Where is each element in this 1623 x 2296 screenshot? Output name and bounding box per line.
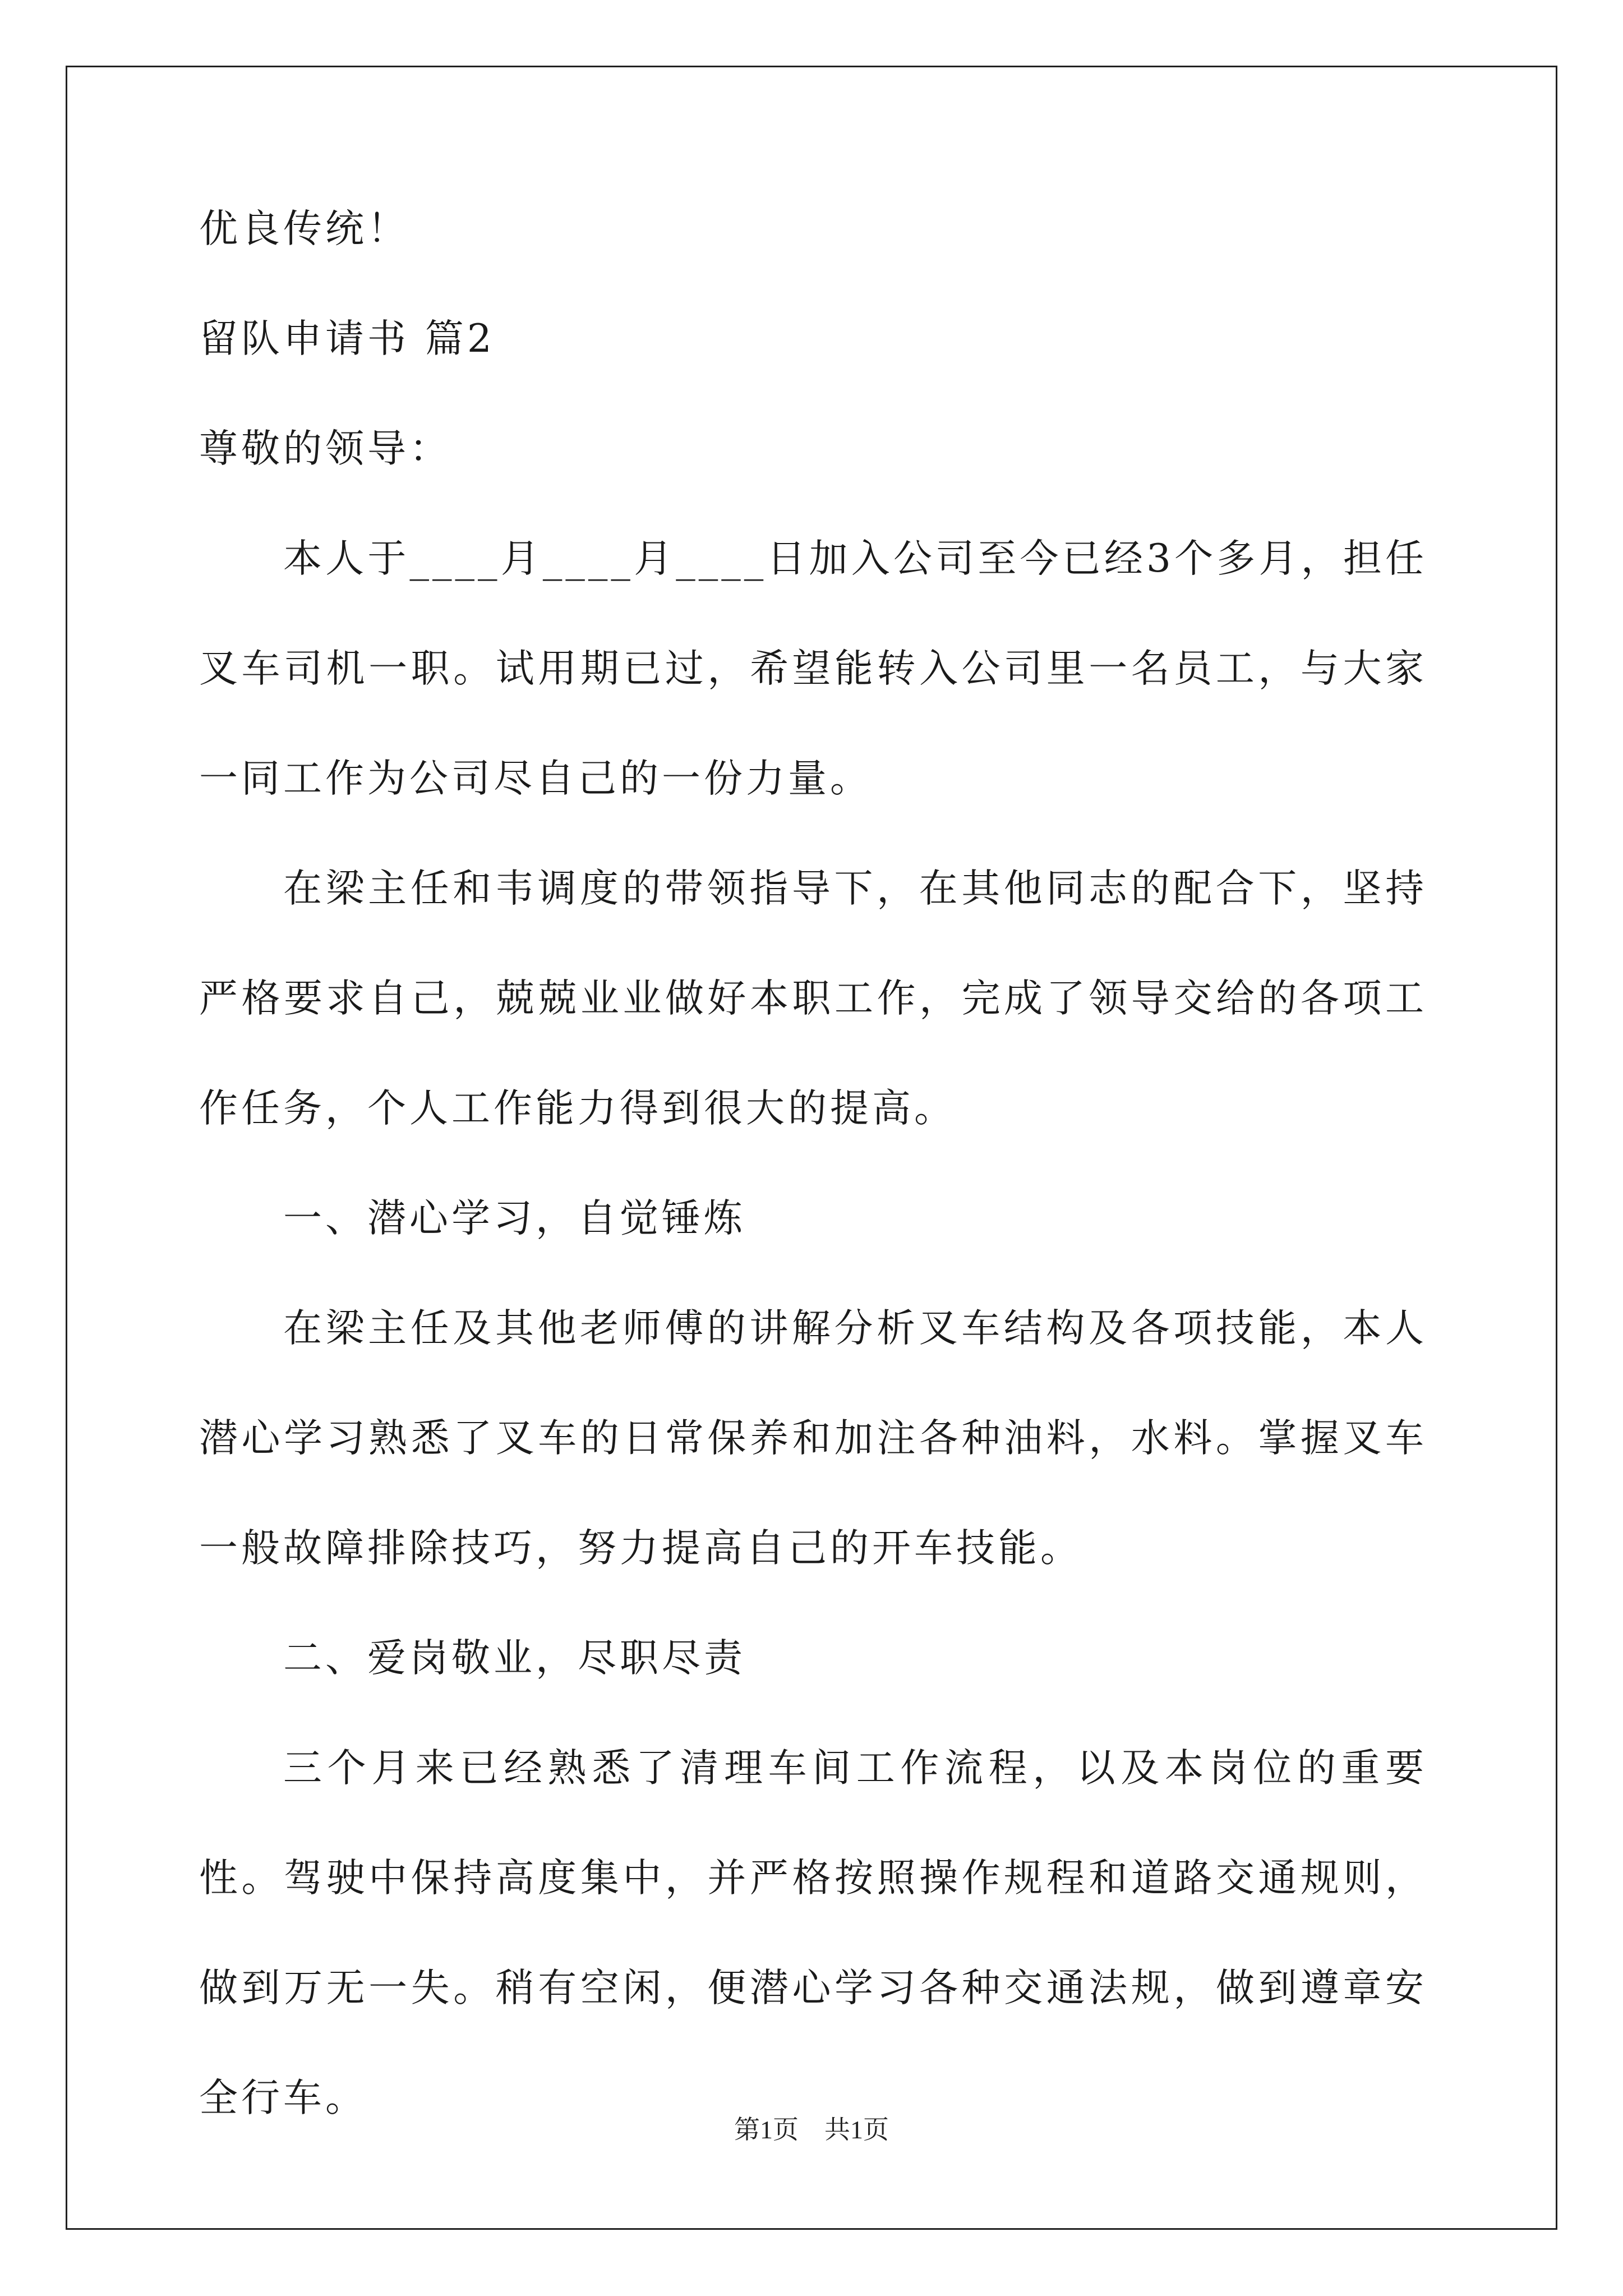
section-title: 留队申请书 篇2 xyxy=(199,316,495,361)
page-number: 第1页 共1页 xyxy=(734,2115,889,2144)
closing-line: 优良传统！ xyxy=(199,206,409,251)
paragraph-study: 在梁主任及其他老师傅的讲解分析叉车结构及各项技能，本人潜心学习熟悉了叉车的日常保养和加注各种油料，水料。掌握叉车一般故障排除技巧，努力提高自己的开车技能。 xyxy=(199,1306,1427,1571)
salutation: 尊敬的领导： xyxy=(199,426,451,471)
paragraph-performance: 在梁主任和韦调度的带领指导下，在其他同志的配合下，坚持严格要求自己，兢兢业业做好本职工作，完成了领导交给的各项工作任务，个人工作能力得到很大的提高。 xyxy=(199,866,1427,1131)
heading-dedication: 二、爱岗敬业，尽职尽责 xyxy=(283,1636,746,1681)
paragraph-intro: 本人于____月____月____日加入公司至今已经3个多月，担任叉车司机一职。试用期已过，希望能转入公司里一名员工，与大家一同工作为公司尽自己的一份力量。 xyxy=(199,536,1427,801)
document-body xyxy=(199,174,1427,2153)
heading-study: 一、潜心学习，自觉锤炼 xyxy=(283,1196,746,1241)
paragraph-dedication: 三个月来已经熟悉了清理车间工作流程，以及本岗位的重要性。驾驶中保持高度集中，并严格按照操作规程和道路交通规则，做到万无一失。稍有空闲，便潜心学习各种交通法规，做到遵章安全行车。 xyxy=(199,1746,1427,2120)
